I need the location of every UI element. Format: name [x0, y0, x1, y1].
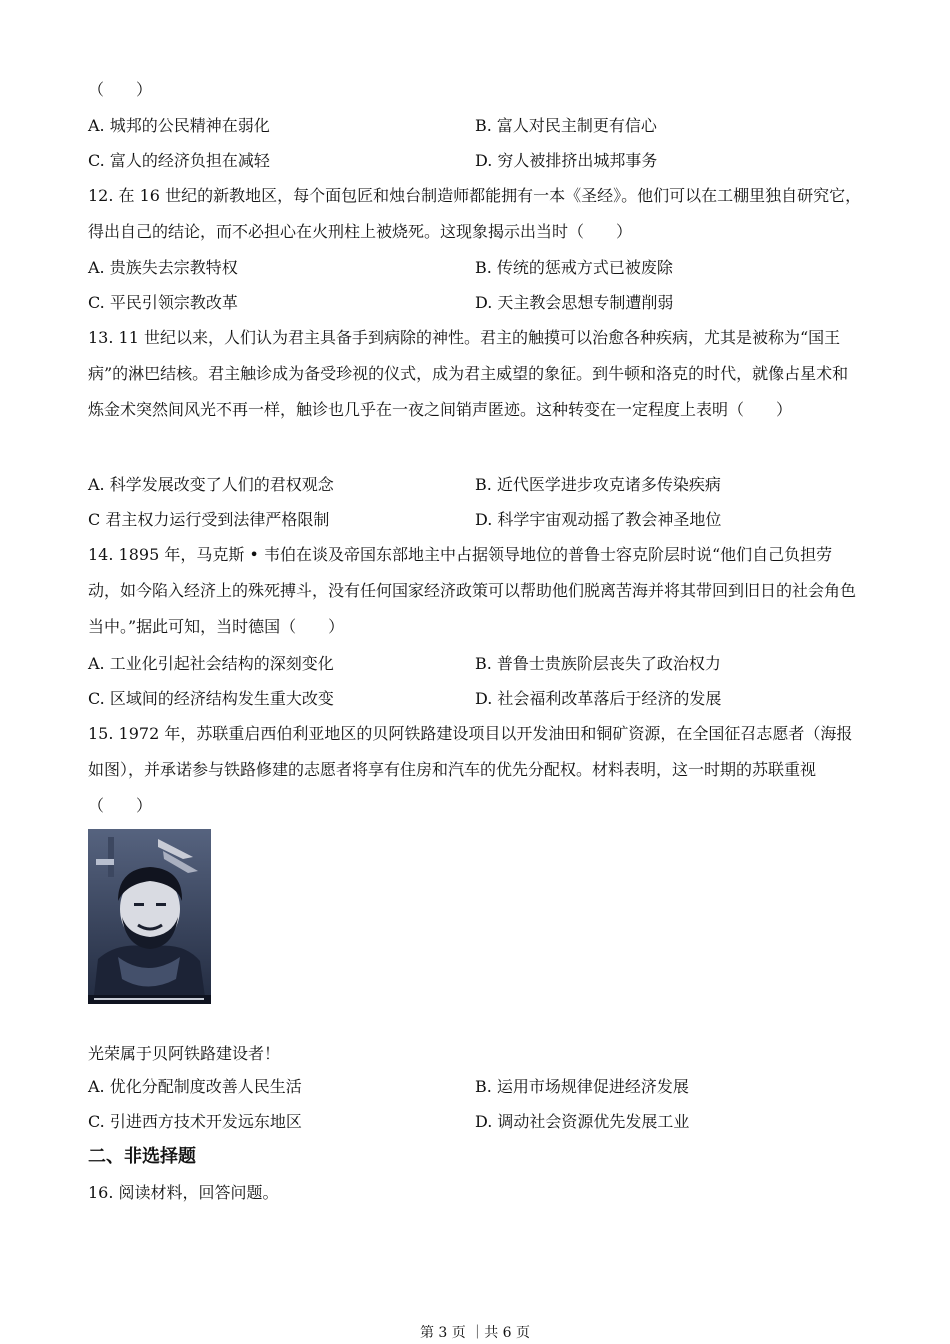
page-footer: 第 3 页 ｜共 6 页	[419, 1325, 531, 1341]
q14-option-c: C. 区域间的经济结构发生重大改变	[88, 689, 334, 708]
q11-option-a: A. 城邦的公民精神在弱化	[88, 116, 270, 135]
q11-stem-tail: （ ）	[88, 80, 153, 99]
poster-illustration	[88, 829, 211, 1004]
q14-option-d: D. 社会福利改革落后于经济的发展	[475, 689, 722, 708]
q12-stem: 12. 在 16 世纪的新教地区，每个面包匠和烛台制造师都能拥有一本《圣经》。他们可以在工棚里独自研究它，得出自己的结论，而不必担心在火刑柱上被烧死。这现象揭示出当时（ ）	[88, 186, 862, 241]
q14-options-row-2	[88, 688, 863, 712]
q12-options-row-1	[88, 257, 863, 281]
q15-stem: 15. 1972 年，苏联重启西伯利亚地区的贝阿铁路建设项目以开发油田和铜矿资源，在全国征召志愿者（海报如图），并承诺参与铁路修建的志愿者将享有住房和汽车的优先分配权。材料表明，这一时期的苏联重视（ ）	[88, 724, 853, 815]
q15-option-a: A. 优化分配制度改善人民生活	[88, 1077, 302, 1096]
q14-stem: 14. 1895 年，马克斯 • 韦伯在谈及帝国东部地主中占据领导地位的普鲁士容克阶层时说“他们自己负担劳动，如今陷入经济上的殊死搏斗，没有任何国家经济政策可以帮助他们脱离苦海并将其带回到旧日的社会角色当中。”据此可知，当时德国（ ）	[88, 545, 857, 636]
q15-option-d: D. 调动社会资源优先发展工业	[475, 1112, 690, 1131]
poster-caption: 光荣属于贝阿铁路建设者！	[88, 1044, 281, 1063]
section-heading: 二、非选择题	[88, 1146, 196, 1167]
q13-stem: 13. 11 世纪以来，人们认为君主具备手到病除的神性。君主的触摸可以治愈各种疾病，尤其是被称为“国王病”的淋巴结核。君主触诊成为备受珍视的仪式，成为君主威望的象征。到牛顿和洛克的时代，就像占星术和炼金术突然间风光不再一样，触诊也几乎在一夜之间销声匿迹。这种转变在一定程度上表明（ ）	[88, 328, 849, 419]
q13-options-row-1	[88, 474, 863, 498]
q13-option-d: D. 科学宇宙观动摇了教会神圣地位	[475, 510, 722, 529]
q12-option-b: B. 传统的惩戒方式已被废除	[475, 258, 673, 277]
q11-option-c: C. 富人的经济负担在减轻	[88, 151, 270, 170]
baikal-amur-railway-poster	[88, 829, 211, 1004]
q11-options-row-1	[88, 115, 863, 139]
q13-options-row-2	[88, 509, 863, 533]
q15-option-c: C. 引进西方技术开发远东地区	[88, 1112, 302, 1131]
q11-options-row-2	[88, 150, 863, 174]
q15-option-b: B. 运用市场规律促进经济发展	[475, 1077, 689, 1096]
q16-stem: 16. 阅读材料，回答问题。	[88, 1183, 279, 1202]
q14-option-a: A. 工业化引起社会结构的深刻变化	[88, 654, 334, 673]
q12-option-c: C. 平民引领宗教改革	[88, 293, 238, 312]
q11-option-b: B. 富人对民主制更有信心	[475, 116, 657, 135]
q11-option-d: D. 穷人被排挤出城邦事务	[475, 151, 658, 170]
q12-option-d: D. 天主教会思想专制遭削弱	[475, 293, 674, 312]
q14-option-b: B. 普鲁士贵族阶层丧失了政治权力	[475, 654, 721, 673]
q12-options-row-2	[88, 292, 863, 316]
q13-option-a: A. 科学发展改变了人们的君权观念	[88, 475, 334, 494]
q13-option-c: C 君主权力运行受到法律严格限制	[88, 510, 330, 529]
q13-option-b: B. 近代医学进步攻克诸多传染疾病	[475, 475, 721, 494]
q15-options-row-1	[88, 1076, 863, 1100]
q12-option-a: A. 贵族失去宗教特权	[88, 258, 238, 277]
q14-options-row-1	[88, 653, 863, 677]
q15-options-row-2	[88, 1111, 863, 1135]
